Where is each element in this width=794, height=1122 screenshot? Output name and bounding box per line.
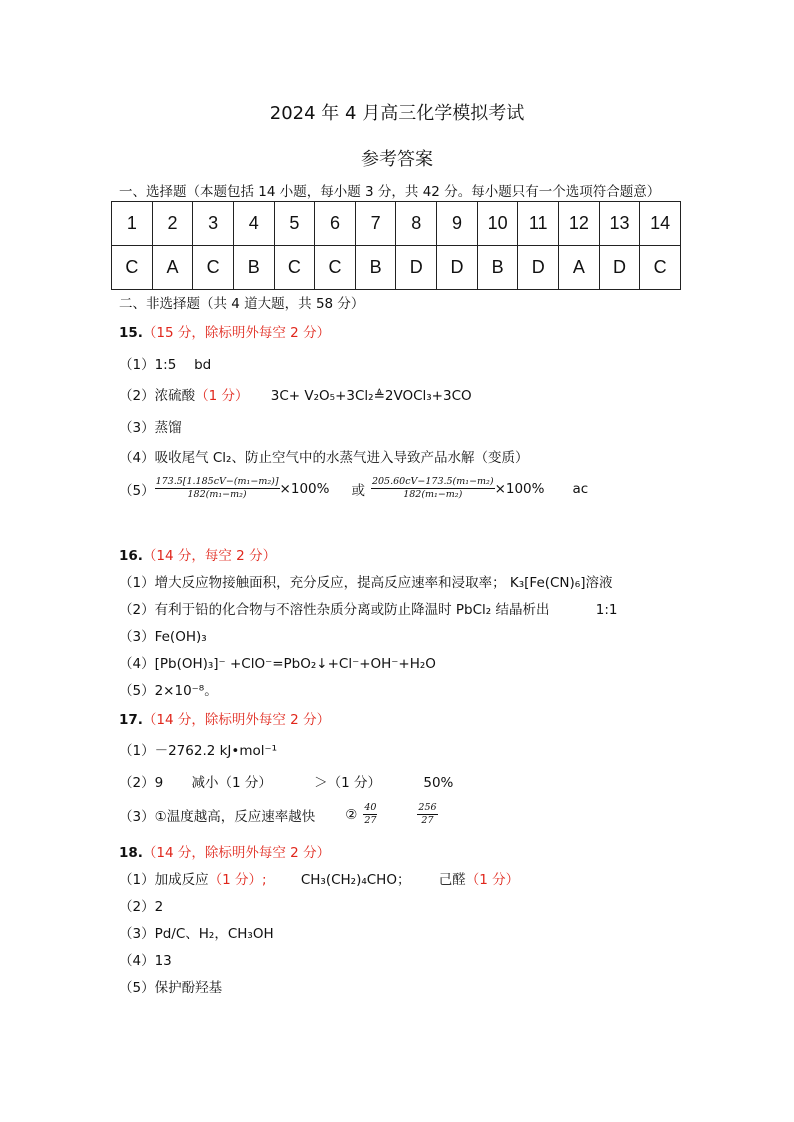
question-number-cell: 7 bbox=[355, 202, 396, 246]
q18-answer-1 bbox=[119, 868, 519, 888]
fraction-denominator: 182(m₁−m₂) bbox=[187, 489, 247, 500]
fraction-denominator: 27 bbox=[364, 815, 377, 826]
answer-table-answer-row bbox=[112, 246, 681, 290]
question-number-cell: 6 bbox=[315, 202, 356, 246]
question-number-cell: 2 bbox=[152, 202, 193, 246]
q16-answer-5: （5）2×10⁻⁸。 bbox=[119, 683, 218, 699]
answer-cell: A bbox=[152, 246, 193, 290]
answer-cell: C bbox=[274, 246, 315, 290]
q16-heading bbox=[119, 544, 276, 564]
q16-answer-4: （4）[Pb(OH)₃]⁻ +ClO⁻=PbO₂↓+Cl⁻+OH⁻+H₂O bbox=[119, 656, 436, 672]
answer-text: （2）9 bbox=[119, 775, 164, 791]
q15-answer-2 bbox=[119, 384, 472, 404]
fraction-numerator: 256 bbox=[418, 802, 437, 813]
answer-cell: D bbox=[599, 246, 640, 290]
q18-answer-5: （5）保护酚羟基 bbox=[119, 980, 223, 996]
fraction-denominator: 182(m₁−m₂) bbox=[403, 489, 463, 500]
percent-suffix: ×100% bbox=[494, 480, 545, 497]
q17-answer-2 bbox=[119, 771, 453, 791]
answer-cell: B bbox=[477, 246, 518, 290]
score-note: （14 分，除标明外每空 2 分） bbox=[142, 712, 331, 728]
answer-cell: C bbox=[640, 246, 681, 290]
question-number-cell: 12 bbox=[559, 202, 600, 246]
formula: CH₃(CH₂)₄CHO； bbox=[300, 872, 411, 888]
answer-cell: D bbox=[437, 246, 478, 290]
q15-answer-4: （4）吸收尾气 Cl₂、防止空气中的水蒸气进入导致产品水解（变质） bbox=[119, 450, 529, 466]
fraction-numerator: 40 bbox=[364, 802, 377, 813]
question-number-cell: 10 bbox=[477, 202, 518, 246]
fraction-value-1 bbox=[363, 802, 377, 827]
question-number-cell: 5 bbox=[274, 202, 315, 246]
score-note: （1 分） bbox=[195, 388, 249, 404]
answer-text: （2）浓硫酸 bbox=[119, 388, 196, 404]
answer-cell: D bbox=[396, 246, 437, 290]
question-number-cell: 1 bbox=[112, 202, 153, 246]
page-title: 2024 年 4 月高三化学模拟考试 bbox=[269, 103, 525, 124]
or-text: 或 bbox=[351, 482, 365, 499]
question-number-cell: 11 bbox=[518, 202, 559, 246]
equation: 3C+ V₂O₅+3Cl₂≜2VOCl₃+3CO bbox=[270, 388, 472, 404]
answer-table-number-row bbox=[112, 202, 681, 246]
question-number-cell: 4 bbox=[233, 202, 274, 246]
answer-cell: D bbox=[518, 246, 559, 290]
q17-answer-1: （1）－2762.2 kJ•mol⁻¹ bbox=[119, 743, 278, 759]
q16-answer-1: （1）增大反应物接触面积，充分反应，提高反应速率和浸取率； K₃[Fe(CN)₆]溶液 bbox=[119, 575, 613, 591]
answer-cell: B bbox=[233, 246, 274, 290]
answer-text: ＞（1 分） bbox=[314, 775, 382, 791]
section-1-heading: 一、选择题（本题包括 14 小题，每小题 3 分，共 42 分。每小题只有一个选项符合题意） bbox=[119, 184, 661, 200]
ratio-text: 1:1 bbox=[595, 602, 618, 618]
answer-text: 减小（1 分） bbox=[191, 775, 272, 791]
question-number: 17. bbox=[119, 712, 143, 728]
q18-answer-4: （4）13 bbox=[119, 953, 172, 969]
q18-heading bbox=[119, 841, 330, 861]
answer-label: （5） bbox=[119, 482, 155, 499]
question-number-cell: 3 bbox=[193, 202, 234, 246]
page-subtitle: 参考答案 bbox=[361, 149, 433, 170]
score-note: （14 分，每空 2 分） bbox=[142, 548, 277, 564]
answer-text: （1）加成反应 bbox=[119, 872, 209, 888]
question-number-cell: 14 bbox=[640, 202, 681, 246]
score-note: （1 分）; bbox=[208, 872, 267, 888]
fraction-numerator: 205.60cV−173.5(m₁−m₂) bbox=[371, 476, 494, 487]
answer-text: 50% bbox=[423, 775, 454, 791]
q18-answer-3: （3）Pd/C、H₂，CH₃OH bbox=[119, 926, 274, 942]
answer-cell: B bbox=[355, 246, 396, 290]
question-number-cell: 9 bbox=[437, 202, 478, 246]
question-number: 15. bbox=[119, 325, 143, 341]
score-note: （15 分，除标明外每空 2 分） bbox=[142, 325, 331, 341]
fraction-numerator: 173.5[1.185cV−(m₁−m₂)] bbox=[155, 476, 279, 487]
answer-choice: ac bbox=[572, 480, 589, 497]
q18-answer-2: （2）2 bbox=[119, 899, 164, 915]
answer-marker: ② bbox=[345, 806, 358, 823]
answer-text: （3）①温度越高，反应速率越快 bbox=[119, 808, 316, 825]
question-number: 18. bbox=[119, 845, 143, 861]
answer-text: 己醛 bbox=[438, 872, 466, 888]
q15-answer-5 bbox=[119, 476, 588, 501]
fraction-value-2 bbox=[417, 802, 437, 827]
answer-cell: C bbox=[193, 246, 234, 290]
fraction-formula-1 bbox=[155, 476, 280, 501]
percent-suffix: ×100% bbox=[279, 480, 330, 497]
fraction-formula-2 bbox=[371, 476, 495, 501]
question-number: 16. bbox=[119, 548, 143, 564]
question-number-cell: 13 bbox=[599, 202, 640, 246]
section-2-heading: 二、非选择题（共 4 道大题，共 58 分） bbox=[119, 296, 365, 312]
score-note: （14 分，除标明外每空 2 分） bbox=[142, 845, 331, 861]
q15-heading bbox=[119, 321, 330, 341]
answer-text: （2）有利于铅的化合物与不溶性杂质分离或防止降温时 PbCl₂ 结晶析出 bbox=[119, 602, 550, 618]
answer-cell: C bbox=[315, 246, 356, 290]
q15-answer-3: （3）蒸馏 bbox=[119, 420, 182, 436]
q15-answer-1: （1）1:5 bd bbox=[119, 357, 212, 373]
q16-answer-2 bbox=[119, 598, 618, 618]
question-number-cell: 8 bbox=[396, 202, 437, 246]
q17-answer-3 bbox=[119, 802, 438, 827]
answer-cell: A bbox=[559, 246, 600, 290]
answer-table bbox=[111, 201, 681, 290]
fraction-denominator: 27 bbox=[421, 815, 434, 826]
score-note: （1 分） bbox=[465, 872, 520, 888]
q17-heading bbox=[119, 708, 330, 728]
q16-answer-3: （3）Fe(OH)₃ bbox=[119, 629, 207, 645]
answer-cell: C bbox=[112, 246, 153, 290]
